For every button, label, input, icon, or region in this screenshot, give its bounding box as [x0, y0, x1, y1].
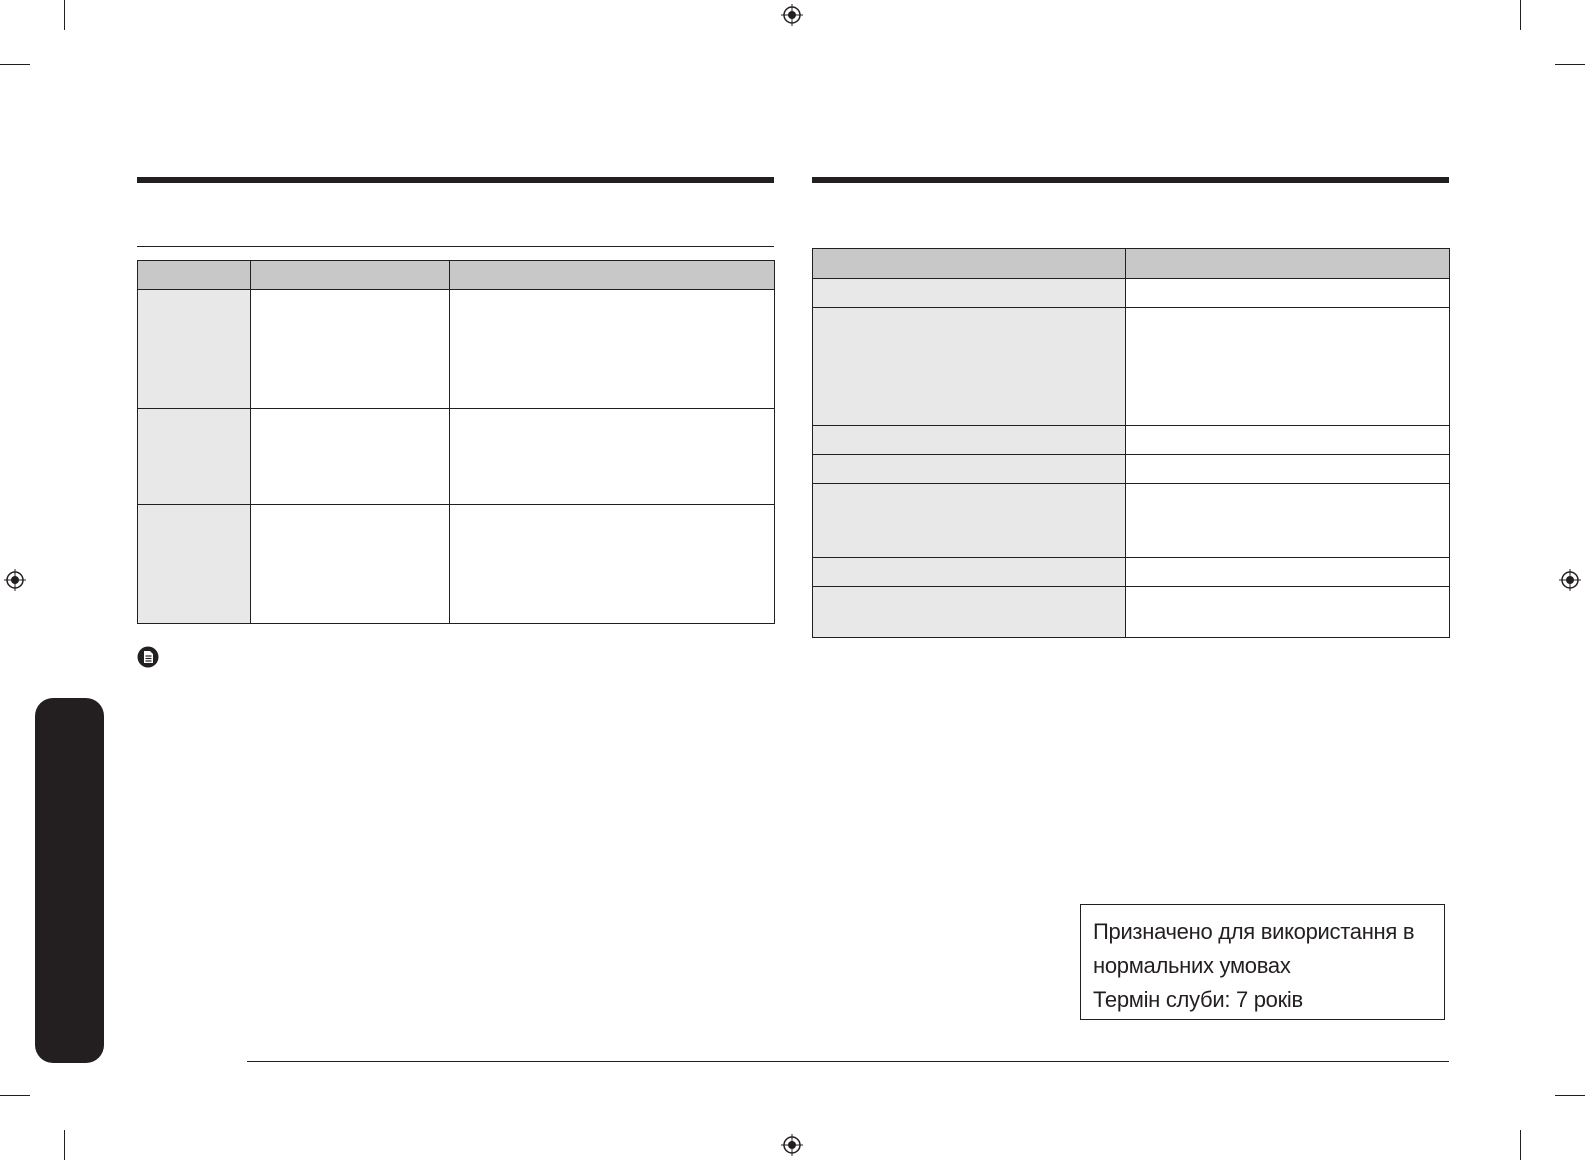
- info-line-3: Термін слуби: 7 років: [1093, 987, 1303, 1012]
- table-cell: [251, 290, 450, 409]
- table-cell: [813, 455, 1126, 484]
- left-table: [137, 260, 775, 624]
- table-cell: [813, 558, 1126, 587]
- crop-mark: [0, 64, 30, 65]
- table-row: [813, 426, 1450, 455]
- table-cell: [251, 409, 450, 505]
- table-header-row: [813, 249, 1450, 279]
- crop-mark: [1520, 0, 1521, 30]
- table-header-cell: [450, 261, 775, 290]
- service-life-box: [1080, 904, 1445, 1020]
- table-header-cell: [251, 261, 450, 290]
- side-chapter-tab: [35, 698, 104, 1063]
- table-cell: [813, 279, 1126, 308]
- table-cell: [1126, 484, 1450, 558]
- table-cell: [251, 505, 450, 624]
- crop-mark: [0, 1095, 30, 1096]
- crop-mark: [64, 1130, 65, 1160]
- table-cell: [813, 426, 1126, 455]
- table-cell: [138, 409, 251, 505]
- table-row: [813, 587, 1450, 638]
- registration-mark-icon: [781, 1134, 803, 1156]
- crop-mark: [64, 0, 65, 30]
- table-header-row: [138, 261, 775, 290]
- table-cell: [138, 505, 251, 624]
- table-cell: [1126, 308, 1450, 426]
- table-header-cell: [138, 261, 251, 290]
- right-section-rule: [812, 177, 1449, 183]
- table-row: [813, 455, 1450, 484]
- crop-mark: [1555, 1095, 1585, 1096]
- table-cell: [813, 484, 1126, 558]
- table-cell: [813, 587, 1126, 638]
- table-cell: [450, 505, 775, 624]
- registration-mark-icon: [781, 4, 803, 26]
- table-cell: [1126, 426, 1450, 455]
- table-cell: [1126, 279, 1450, 308]
- note-icon: [137, 646, 159, 668]
- info-line-2: нормальних умовах: [1093, 953, 1291, 978]
- table-cell: [450, 290, 775, 409]
- table-header-cell: [1126, 249, 1450, 279]
- table-cell: [138, 290, 251, 409]
- table-row: [813, 308, 1450, 426]
- table-header-cell: [813, 249, 1126, 279]
- table-row: [813, 558, 1450, 587]
- left-subsection-rule: [137, 246, 774, 247]
- registration-mark-icon: [1559, 569, 1581, 591]
- crop-mark: [1520, 1130, 1521, 1160]
- table-row: [138, 409, 775, 505]
- left-section-rule: [137, 177, 774, 183]
- table-row: [813, 279, 1450, 308]
- table-cell: [813, 308, 1126, 426]
- table-cell: [1126, 558, 1450, 587]
- table-cell: [1126, 587, 1450, 638]
- crop-mark: [1555, 64, 1585, 65]
- table-cell: [450, 409, 775, 505]
- table-row: [138, 505, 775, 624]
- table-cell: [1126, 455, 1450, 484]
- right-table: [812, 248, 1450, 638]
- info-line-1: Призначено для використання в: [1093, 919, 1415, 944]
- table-row: [813, 484, 1450, 558]
- footer-rule: [247, 1061, 1449, 1062]
- registration-mark-icon: [4, 569, 26, 591]
- table-row: [138, 290, 775, 409]
